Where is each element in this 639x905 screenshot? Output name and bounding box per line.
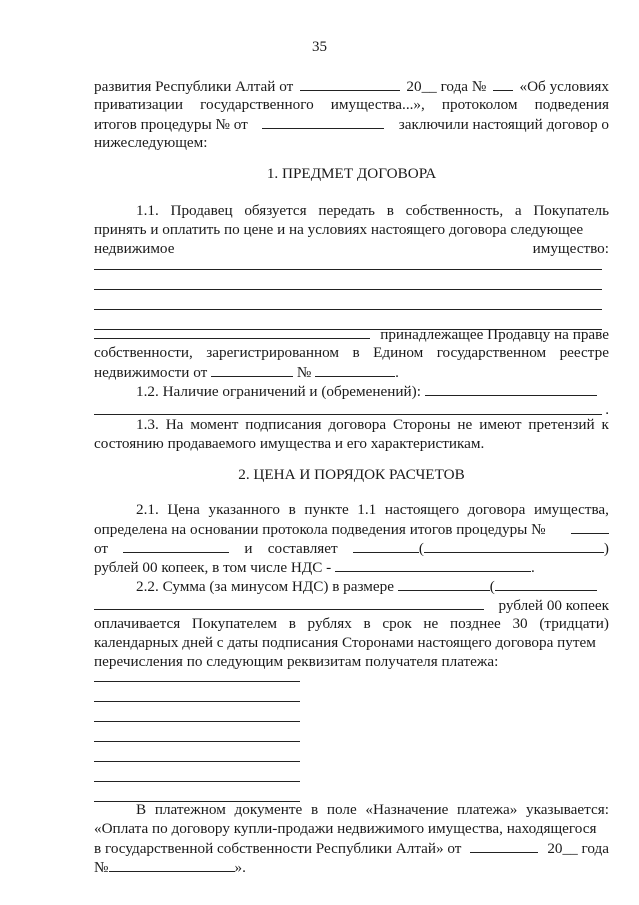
clause-2-2: 2.2. Сумма (за минусом НДС) в размере ( рублей 00 копеек оплачивается Покупателем в рублях в срок не позднее 30 (тридцати) календарных дней с даты подписания Сторонами настоящего договора путем перечисления по следующим реквизитам получателя платежа: [94,578,609,670]
property-line[interactable] [94,255,602,270]
requisite-line[interactable] [94,707,300,722]
price-words-blank[interactable] [424,538,604,553]
price-amount-blank[interactable] [353,538,419,553]
ownership-line-1: принадлежащее Продавцу на праве [94,324,609,343]
ownership-paragraph [94,324,609,381]
registry-date-blank[interactable] [211,362,293,377]
vat-blank[interactable] [335,557,531,572]
requisite-line[interactable] [94,727,300,742]
clause-1-1-line-3: недвижимое имущество: [94,240,609,257]
intro-line-1: развития Республики Алтай от 20__ года № «Об условиях [94,78,609,95]
property-description-lines [94,255,602,335]
encumbrance-blank[interactable] [425,381,597,396]
requisite-line[interactable] [94,767,300,782]
requisite-line[interactable] [94,747,300,762]
page-number: 35 [312,39,327,55]
ownership-blank[interactable] [94,324,370,339]
ownership-line-3: недвижимости от № . [94,364,399,381]
intro-line-3: итогов процедуры № от заключили настоящий договор о [94,116,609,133]
property-line[interactable] [94,275,602,290]
section-2-title: 2. ЦЕНА И ПОРЯДОК РАСЧЕТОВ [238,466,465,483]
payment-purpose-paragraph: В платежном документе в поле «Назначение платежа» указывается: «Оплата по договору купли-продажи недвижимого имущества, находящегося в государственной собственности Республики Алтай» от 20__ года № ». [94,801,609,876]
registry-number-blank[interactable] [315,362,395,377]
clause-1-3: 1.3. На момент подписания договора Стороны не имеют претензий к состоянию продаваемого имущества и его характеристикам. [94,416,609,452]
date-blank[interactable] [300,76,400,91]
payment-date-blank[interactable] [470,838,538,853]
clause-1-1-line-1: 1.1. Продавец обязуется передать в собственность, а Покупатель [136,202,609,219]
intro-line-4: нижеследующем: [94,134,208,151]
sum-words-blank[interactable] [495,576,597,591]
price-date-blank[interactable] [123,538,229,553]
clause-1-2: 1.2. Наличие ограничений и (обременений): . [94,381,609,419]
number-blank[interactable] [493,76,513,91]
payment-requisites-lines [94,667,300,807]
payment-number-blank[interactable] [109,857,235,872]
property-line[interactable] [94,295,602,310]
requisite-line[interactable] [94,667,300,682]
encumbrance-line[interactable] [94,400,602,415]
sum-words-continued-blank[interactable] [94,595,484,610]
clause-2-1: 2.1. Цена указанного в пункте 1.1 настоящего договора имущества, определена на основании протокола подведения итогов процедуры № от и составляет ( ) рублей 00 копеек, в том числе НДС - . [94,501,609,576]
protocol-date-blank[interactable] [262,114,384,129]
intro-line-2: приватизации государственного имущества...», протоколом подведения [94,96,609,113]
ownership-line-2: собственности, зарегистрированном в Едином государственном реестре [94,344,609,361]
sum-amount-blank[interactable] [398,576,490,591]
requisite-line[interactable] [94,687,300,702]
clause-1-1 [94,201,609,258]
section-1-title: 1. ПРЕДМЕТ ДОГОВОРА [266,165,437,182]
intro-paragraph [94,76,609,152]
clause-1-1-line-2: принять и оплатить по цене и на условиях настоящего договора следующее [94,221,584,238]
procedure-number-blank[interactable] [571,519,609,534]
